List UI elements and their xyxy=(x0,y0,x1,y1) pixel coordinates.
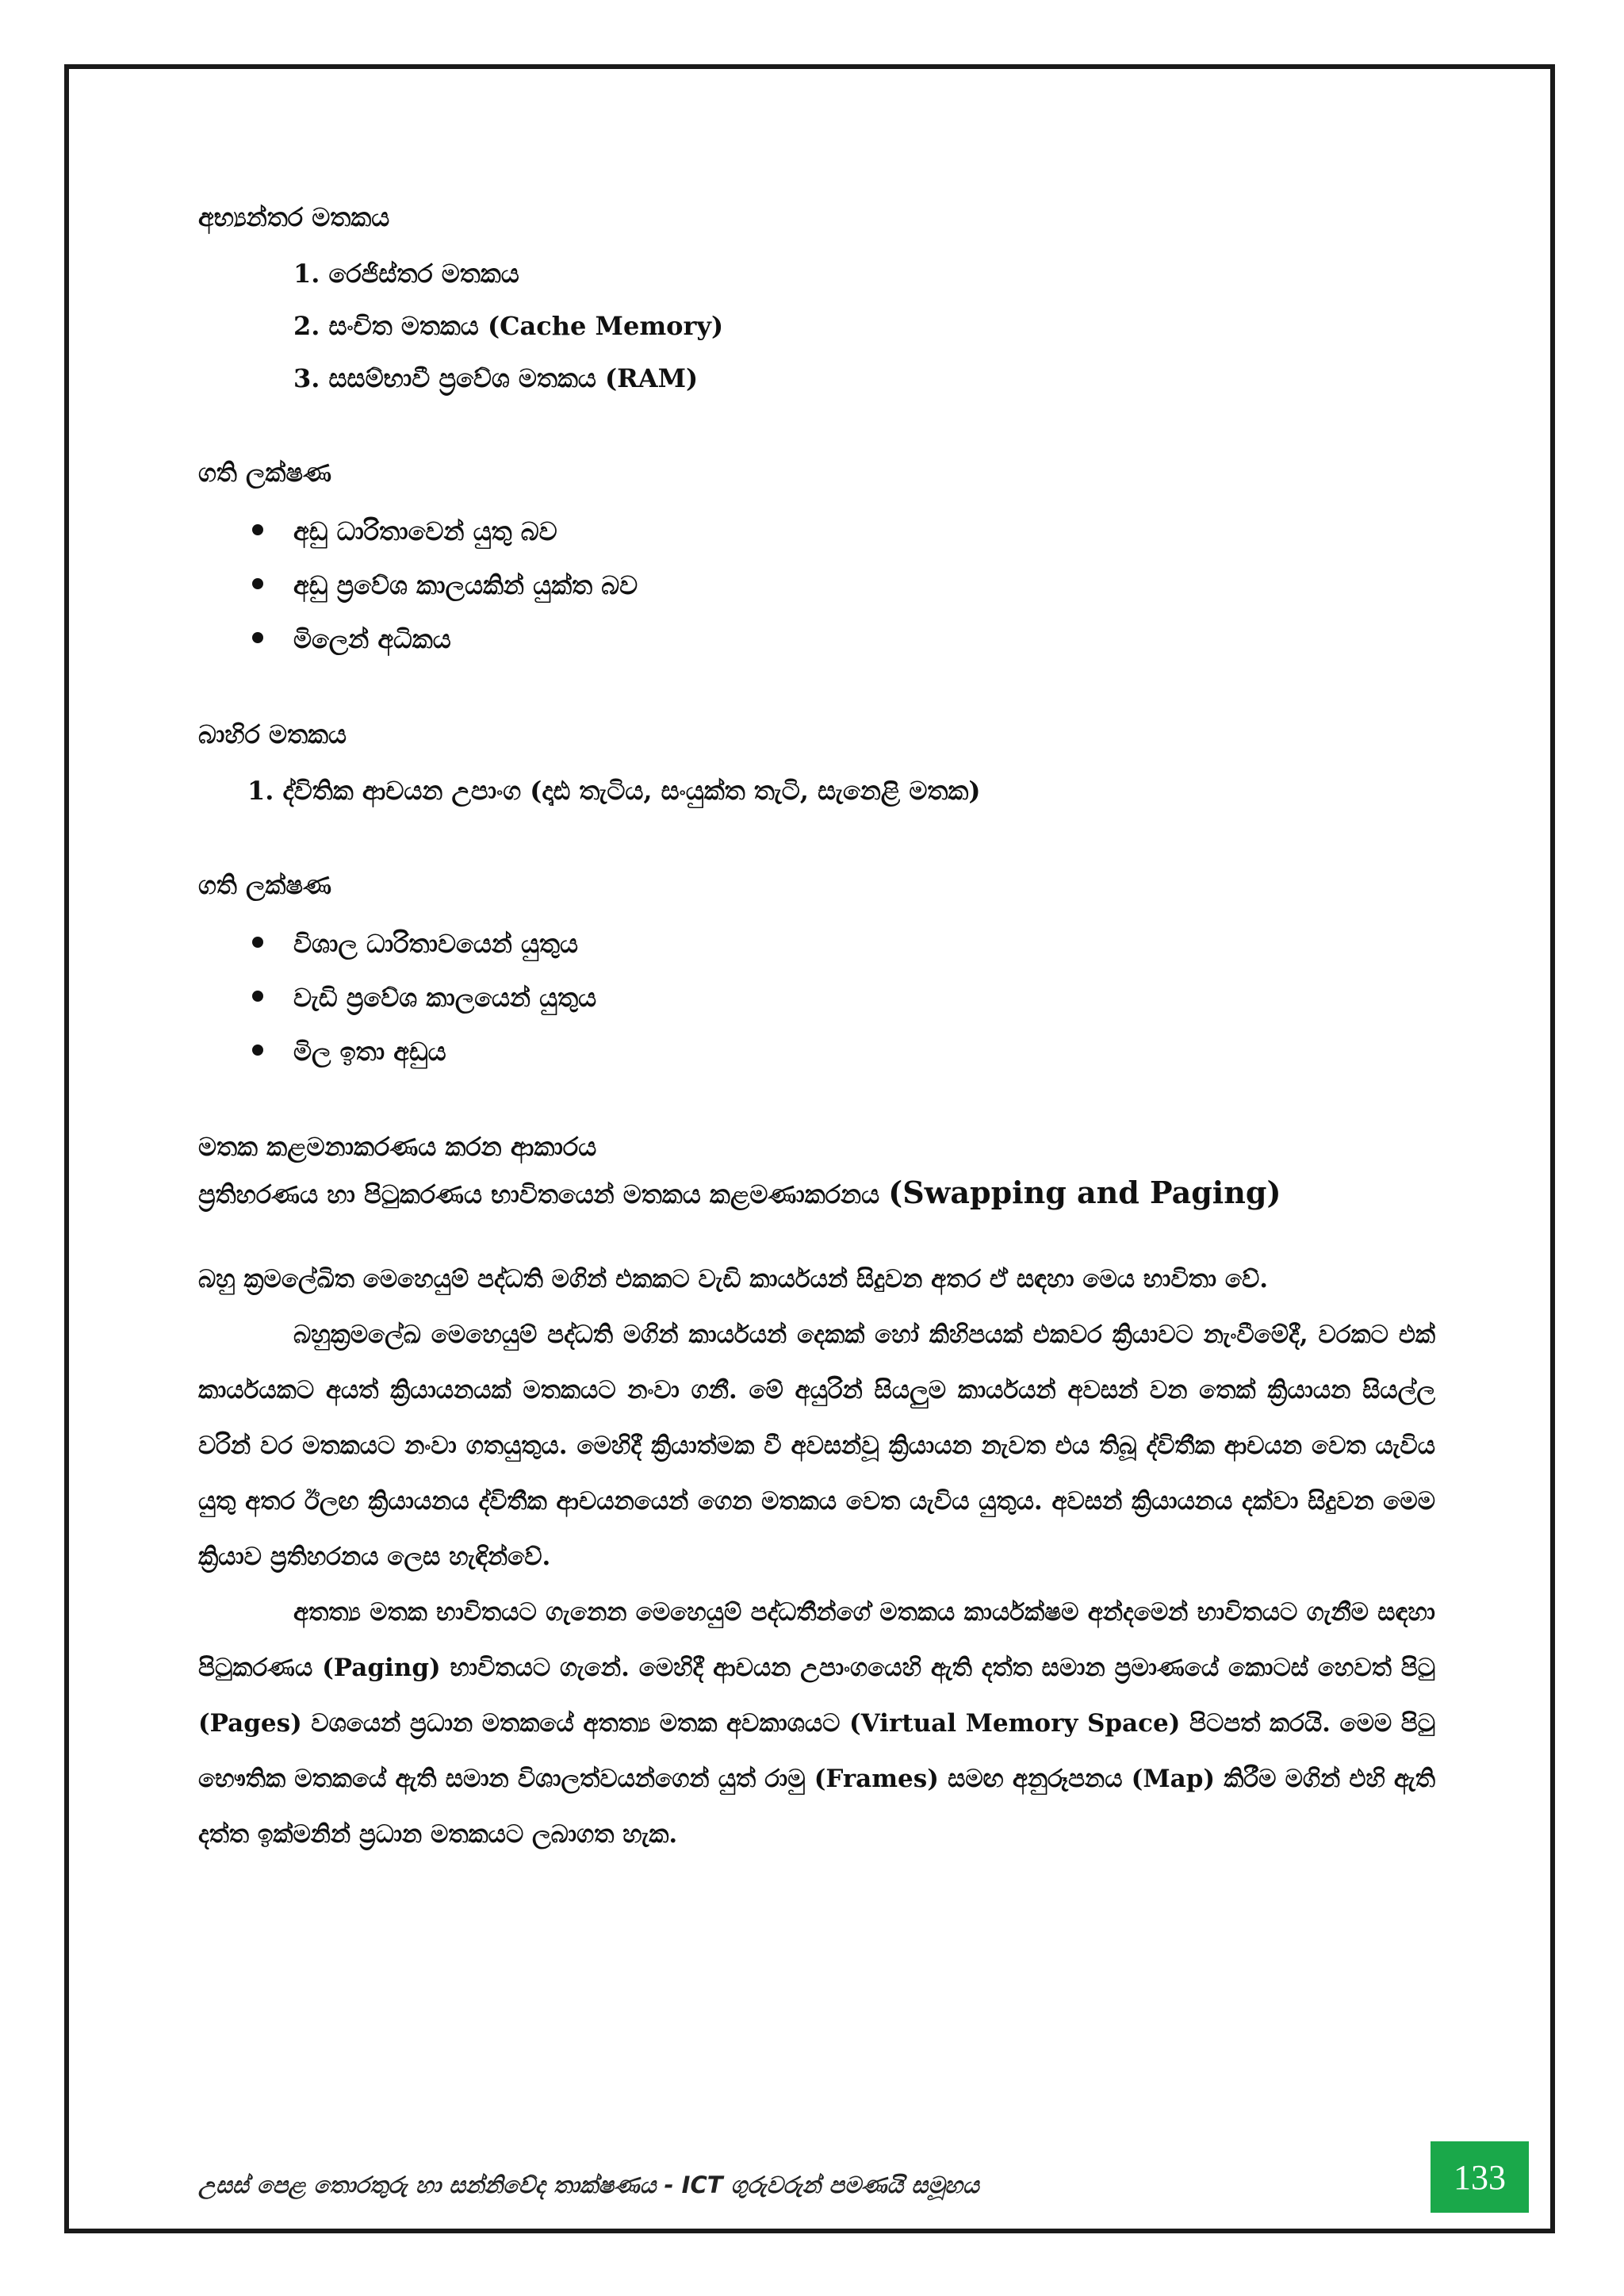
bullet-text: වැඩි ප්‍රවේශ කාලයෙන් යුතුය xyxy=(293,983,597,1013)
list-item xyxy=(198,917,1435,971)
list-item xyxy=(198,504,1435,558)
bullet-icon xyxy=(252,524,263,535)
internal-memory-list xyxy=(198,247,1435,404)
bullet-icon xyxy=(252,991,263,1002)
external-memory-list xyxy=(198,765,1435,817)
list-item: 1. රෙජිස්තර මතකය xyxy=(293,259,519,289)
bullet-icon xyxy=(252,578,263,589)
internal-characteristics-list xyxy=(198,504,1435,666)
page-content xyxy=(198,197,1435,1862)
bullet-text: විශාල ධාරිතාවයෙන් යුතුය xyxy=(293,929,578,959)
swapping-paging-subheading xyxy=(198,1167,1435,1220)
characteristics-heading: ගති ලක්ෂණ xyxy=(198,870,332,900)
external-memory-heading: බාහිර මතකය xyxy=(198,719,347,749)
footer-text: උසස් පෙළ තොරතුරු හා සන්නිවේද තාක්ෂණය - ICT ගුරුවරුන් පමණයි සමූහය xyxy=(198,2171,979,2198)
list-item: 2. සංචිත මතකය (Cache Memory) xyxy=(293,311,724,341)
external-characteristics-section xyxy=(198,864,1435,1079)
list-item xyxy=(198,971,1435,1025)
bullet-text: මිලෙන් අධිකය xyxy=(293,624,451,654)
subheading-latin: (Swapping and Paging) xyxy=(888,1175,1281,1210)
list-item xyxy=(198,558,1435,612)
memory-management-section xyxy=(198,1126,1435,1862)
bullet-icon xyxy=(252,632,263,643)
internal-memory-heading: අභ්‍යන්තර මතකය xyxy=(198,202,390,232)
characteristics-heading: ගති ලක්ෂණ xyxy=(198,458,332,488)
list-item: 3. සසම්භාවී ප්‍රවේශ මතකය (RAM) xyxy=(293,363,699,393)
page-number: 133 xyxy=(1431,2141,1529,2213)
list-item xyxy=(198,612,1435,666)
bullet-text: අඩු ප්‍රවේශ කාලයකින් යුක්ත බව xyxy=(293,570,638,600)
internal-characteristics-section xyxy=(198,452,1435,666)
external-memory-section xyxy=(198,714,1435,817)
subheading-sinhala: ප්‍රතිහරණය හා පිටුකරණය භාවිතයෙන් මතකය කළමණාකරනය xyxy=(198,1179,880,1209)
memory-management-heading: මතක කළමනාකරණය කරන ආකාරය xyxy=(198,1132,597,1162)
bullet-icon xyxy=(252,937,263,948)
bullet-icon xyxy=(252,1045,263,1056)
paragraph: අතත්‍ය මතක භාවිතයට ගැනෙන මෙහෙයුම් පද්ධතීන්ගේ මතකය කාර්යක්ෂම අන්දමෙන් භාවිතයට ගැනීම සඳහා පිටුකරණය (Paging) භාවිතයට ගැනේ. මෙහිදී ආචයන උපාංගයෙහි ඇති දත්ත සමාන ප්‍රමාණයේ කොටස් හෙවත් පිටු (Pages) වශයෙන් ප්‍රධාන මතකයේ අතත්‍ය මතක අවකාශයට (Virtual Memory Space) පිටපත් කරයි. මෙම පිටු භෞතික මතකයේ ඇති සමාන විශාලත්වයන්ගෙන් යුත් රාමු (Frames) සමඟ අනුරූපනය (Map) කිරීම මගින් එහි ඇති දත්ත ඉක්මනින් ප්‍රධාන මතකයට ලබාගත හැක. xyxy=(198,1598,1435,1849)
bullet-text: අඩු ධාරිතාවෙන් යුතු බව xyxy=(293,516,557,546)
list-item: 1. ද්විතික ආචයන උපාංග (දෘඪ තැටිය, සංයුක්ත තැටි, සැනෙළි මතක) xyxy=(247,776,981,806)
external-characteristics-list xyxy=(198,917,1435,1079)
paragraph: බහුක්‍රමලේඛ මෙහෙයුම් පද්ධති මගින් කාර්යයන් දෙකක් හෝ කිහිපයක් එකවර ක්‍රියාවට නැංවීමේදී, වරකට එක් කාර්යයකට අයත් ක්‍රියායනයක් මතකයට නංවා ගනී. මේ අයුරින් සියලුම කාර්යයන් අවසන් වන තෙක් ක්‍රියායන සියල්ල වරින් වර මතකයට නංවා ගතයුතුය. මෙහිදී ක්‍රියාත්මක වී අවසන්වූ ක්‍රියායන නැවත එය තිබූ ද්විතීක ආචයන වෙත යැවිය යුතු අතර ඊලඟ ක්‍රියායනය ද්විතීක ආචයනයෙන් ගෙන මතකය වෙත යැවිය යුතුය. අවසන් ක්‍රියායනය දක්වා සිදුවන මෙම ක්‍රියාව ප්‍රතිහරනය ලෙස හැඳින්වේ. xyxy=(198,1320,1435,1571)
paragraph: බහු ක්‍රමලේඛිත මෙහෙයුම් පද්ධති මගින් එකකට වැඩි කාර්යයන් සිදුවන අතර ඒ සඳහා මෙය භාවිතා වේ. xyxy=(198,1265,1269,1294)
list-item xyxy=(198,1025,1435,1079)
internal-memory-section xyxy=(198,197,1435,404)
bullet-text: මිල ඉතා අඩුය xyxy=(293,1037,446,1067)
